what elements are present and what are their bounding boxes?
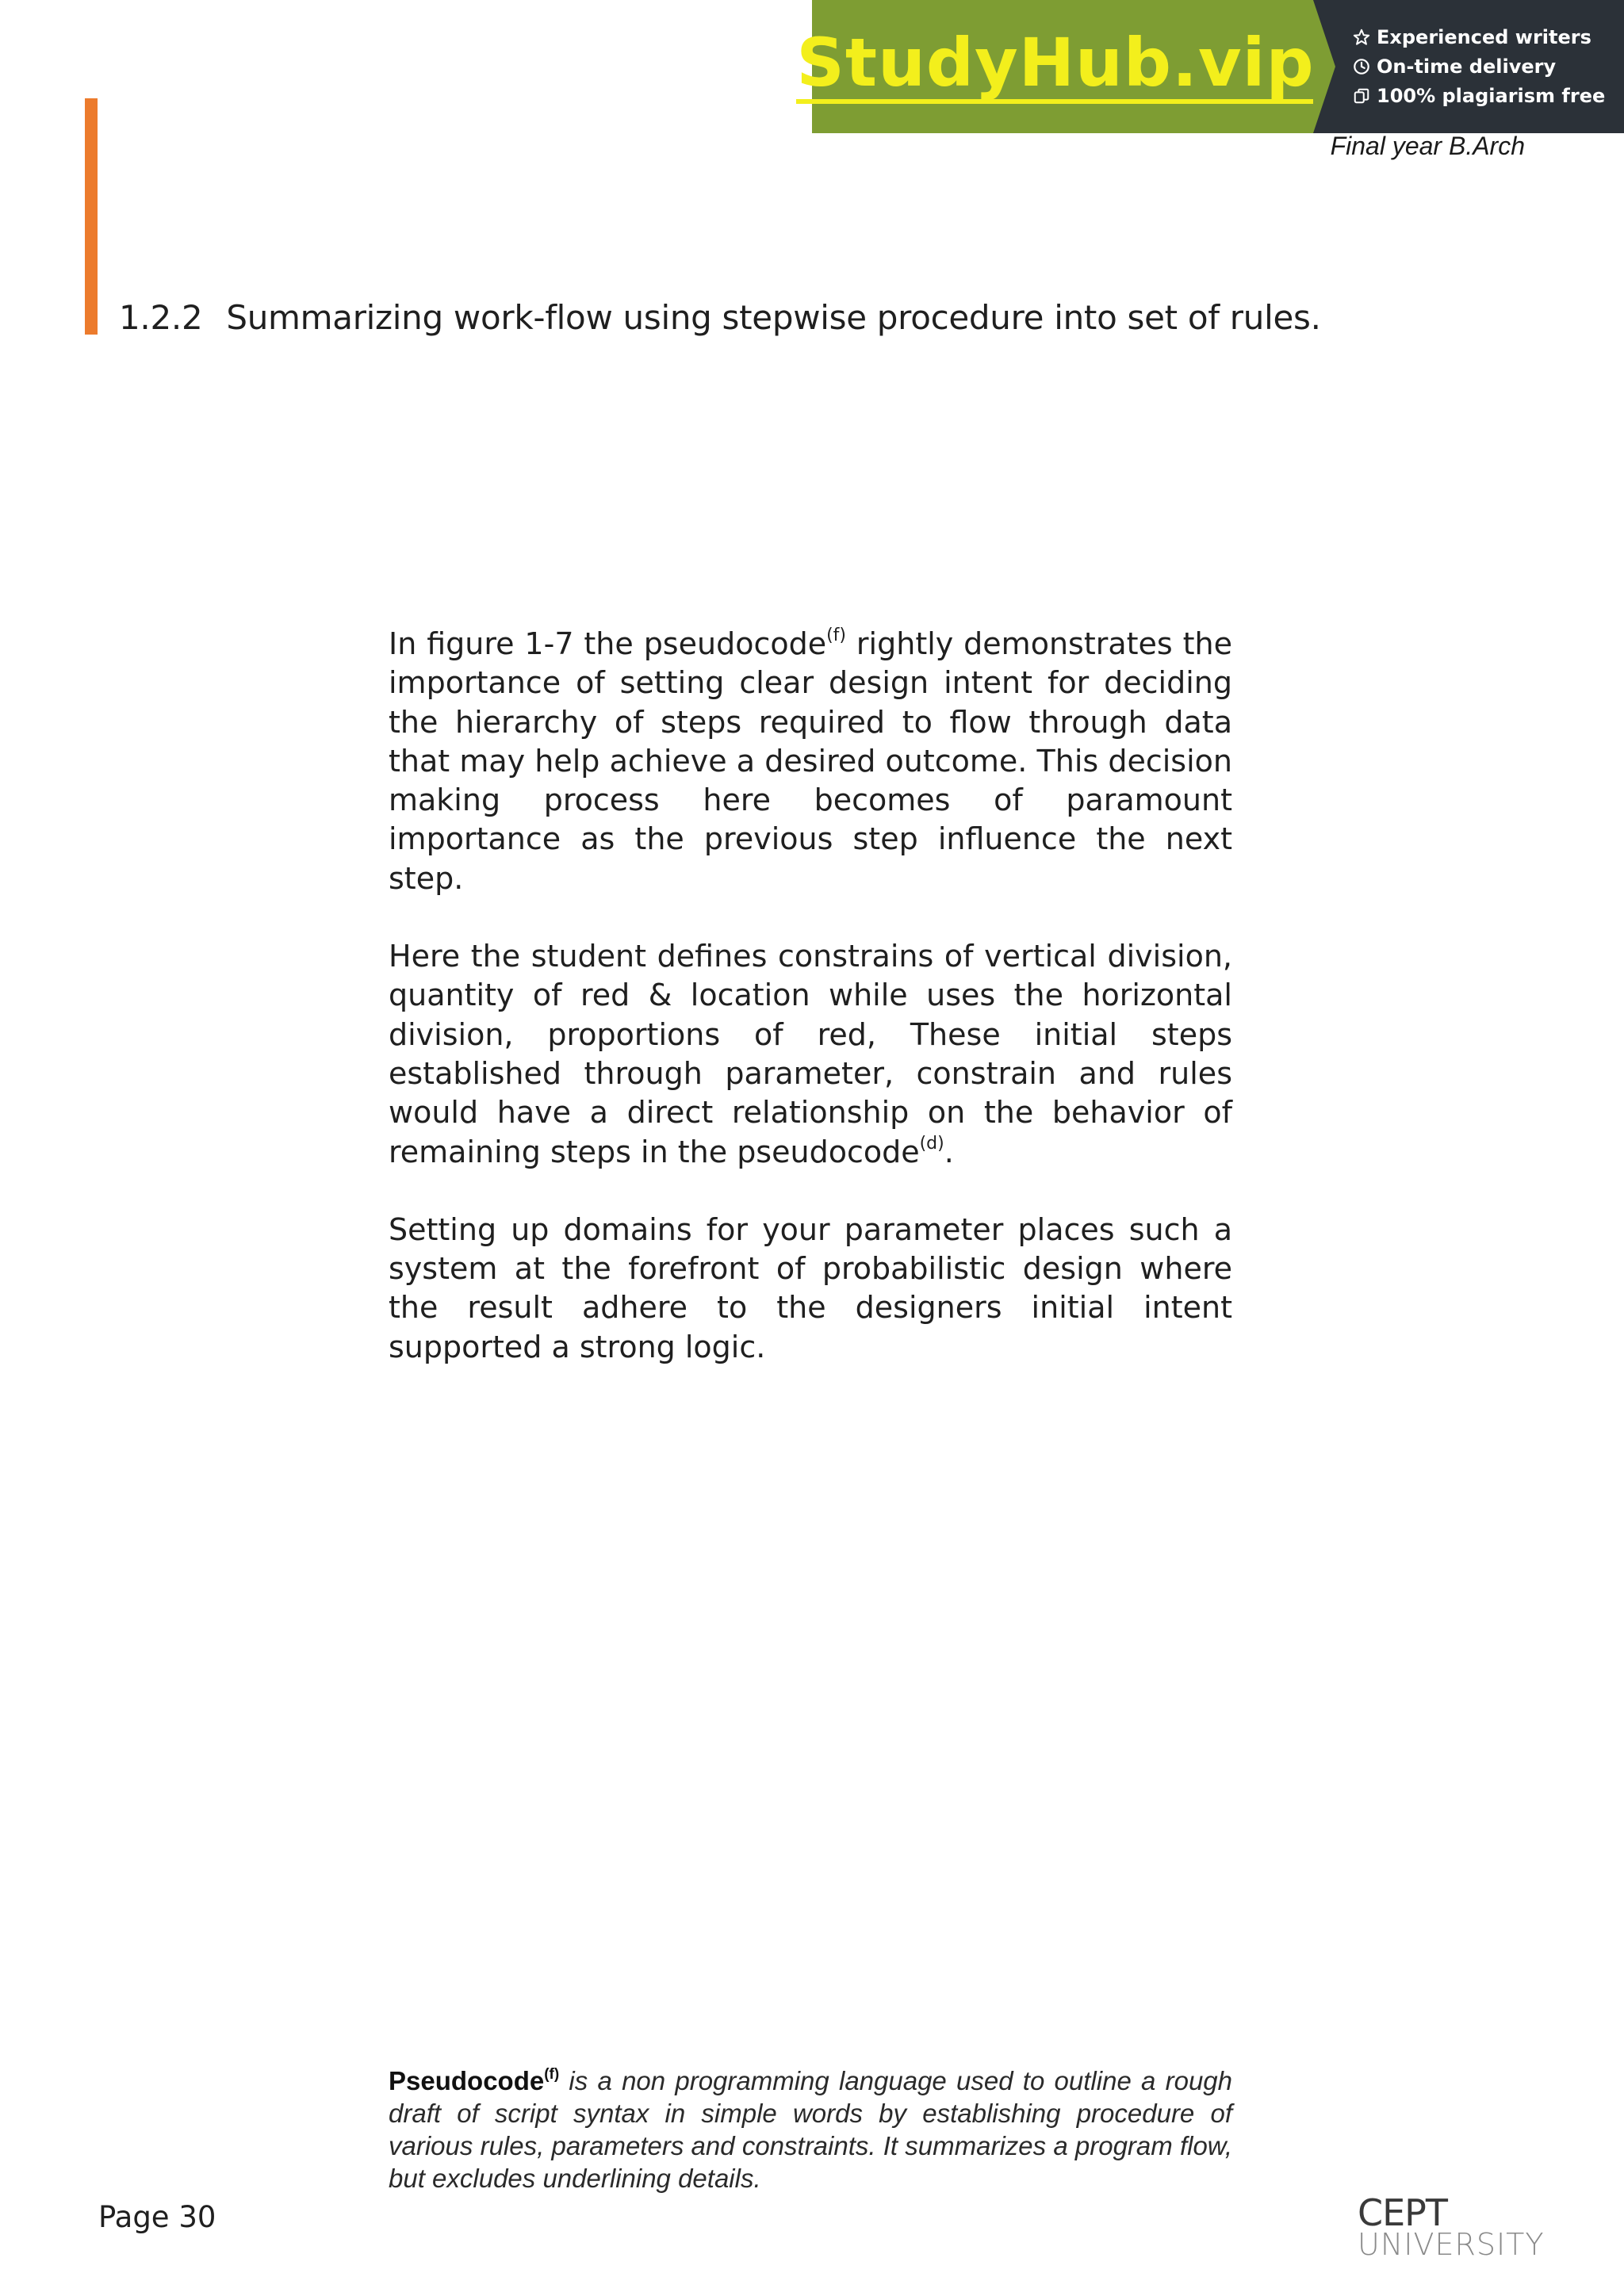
running-header: Final year B.Arch — [1330, 132, 1525, 160]
orange-accent-bar — [85, 98, 98, 335]
footnote-term-text: Pseudocode — [389, 2066, 545, 2095]
paragraph-text: Setting up domains for your parameter places such a system at the forefront of probabilistic design where the result adhere to the designers initial intent supported a strong logic. — [389, 1211, 1232, 1364]
section-title: Summarizing work-flow using stepwise procedure into set of rules. — [226, 298, 1321, 337]
feature-on-time-delivery — [1353, 57, 1624, 76]
footnote-term-ref: (f) — [544, 2066, 560, 2083]
footnote-term — [389, 2066, 559, 2095]
paragraph-text: . — [944, 1134, 954, 1169]
paragraph-text: Here the student defines constrains of vertical division, quantity of red & location while uses the horizontal division, proportions of red, These initial steps established through parameter, constrain and rules would have a direct relationship on the behavior of remaining steps in the pseudocode — [389, 939, 1232, 1169]
paragraph-1 — [389, 625, 1232, 898]
studyhub-logo-text: StudyHub.vip — [796, 29, 1314, 104]
footnote-ref: (d) — [919, 1133, 944, 1154]
feature-label: Experienced writers — [1377, 26, 1591, 48]
footnote-definition: is a non programming language used to outline a rough draft of script syntax in simple words by establishing procedure of various rules, parameters and constraints. It summarizes a program flow, but excludes underlining details. — [389, 2066, 1232, 2193]
star-outline-icon — [1353, 29, 1370, 46]
page-number: Page 30 — [98, 2200, 216, 2234]
feature-label: On-time delivery — [1377, 55, 1557, 78]
cept-university-logo — [1358, 2191, 1545, 2262]
section-heading — [119, 298, 1321, 337]
feature-plagiarism-free — [1353, 86, 1624, 105]
clock-icon — [1353, 58, 1370, 75]
studyhub-banner[interactable] — [796, 0, 1624, 133]
footnote-ref: (f) — [826, 626, 847, 645]
cept-logo-top: CEPT — [1358, 2191, 1448, 2234]
paragraph-text: In figure 1-7 the pseudocode — [389, 626, 827, 661]
section-number: 1.2.2 — [119, 298, 203, 337]
feature-experienced-writers — [1353, 28, 1624, 47]
paragraph-text: rightly demonstrates the importance of setting clear design intent for deciding the hierarchy of steps required to flow through data that may help achieve a desired outcome. This decision making process here becomes of paramount importance as the previous step influence the next step. — [389, 626, 1232, 896]
footnote — [389, 2064, 1232, 2195]
paragraph-3 — [389, 1211, 1232, 1367]
banner-features — [1313, 0, 1624, 133]
paragraph-2 — [389, 937, 1232, 1172]
copy-document-icon — [1353, 87, 1370, 105]
feature-label: 100% plagiarism free — [1377, 85, 1606, 107]
studyhub-logo[interactable] — [796, 0, 1315, 133]
body-text — [389, 625, 1232, 1406]
cept-logo-bottom: UNIVERSITY — [1358, 2227, 1545, 2262]
